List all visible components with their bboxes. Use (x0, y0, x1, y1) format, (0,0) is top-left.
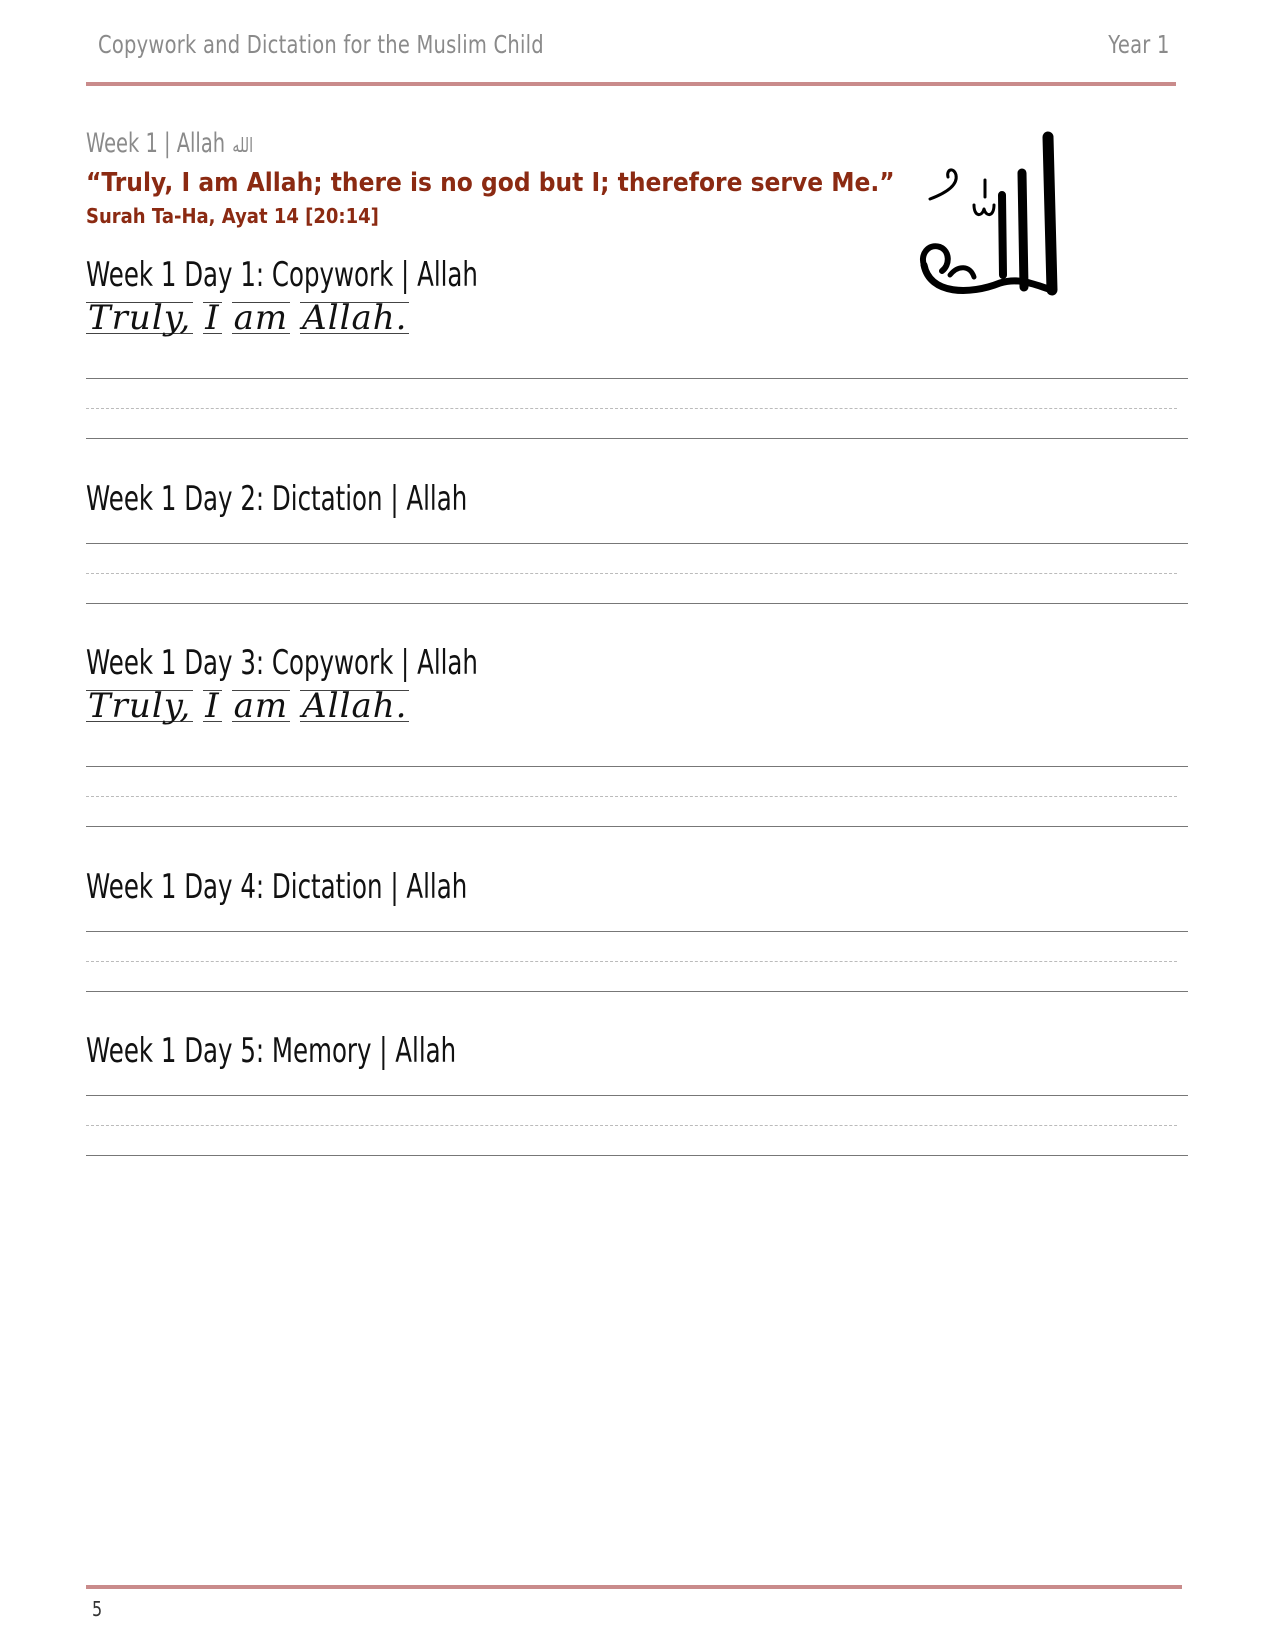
copy-word: I (205, 686, 220, 726)
copy-word: Truly, (88, 298, 192, 338)
copy-word: Allah. (302, 686, 408, 726)
copy-word: I (205, 298, 220, 338)
day-3-writing-lines (86, 766, 1188, 832)
day-1-writing-lines (86, 378, 1188, 444)
day-5-writing-lines (86, 1095, 1188, 1161)
day-3-copy-text (86, 686, 419, 726)
page-number: 5 (92, 1597, 103, 1621)
day-4-writing-lines (86, 931, 1188, 997)
copy-word: am (233, 686, 289, 726)
header-year: Year 1 (1108, 30, 1170, 59)
footer-rule (86, 1585, 1182, 1589)
day-5-title: Week 1 Day 5: Memory | Allah (86, 1031, 457, 1071)
verse-quote: “Truly, I am Allah; there is no god but I; therefore serve Me.” (86, 168, 895, 198)
week-label (86, 128, 253, 159)
day-1-title: Week 1 Day 1: Copywork | Allah (86, 255, 478, 295)
verse-citation: Surah Ta-Ha, Ayat 14 [20:14] (86, 204, 379, 228)
day-2-writing-lines (86, 543, 1188, 609)
week-label-text: Week 1 | Allah (86, 128, 226, 159)
copy-word: Truly, (88, 686, 192, 726)
copy-word: Allah. (302, 298, 408, 338)
day-1-copy-text (86, 298, 419, 338)
allah-calligraphy-image (910, 125, 1070, 315)
day-3-title: Week 1 Day 3: Copywork | Allah (86, 643, 478, 683)
copy-word: am (233, 298, 289, 338)
header-title: Copywork and Dictation for the Muslim Child (98, 30, 544, 59)
header-rule (86, 82, 1176, 86)
week-label-arabic: الله (232, 133, 254, 157)
day-2-title: Week 1 Day 2: Dictation | Allah (86, 479, 468, 519)
day-4-title: Week 1 Day 4: Dictation | Allah (86, 867, 468, 907)
